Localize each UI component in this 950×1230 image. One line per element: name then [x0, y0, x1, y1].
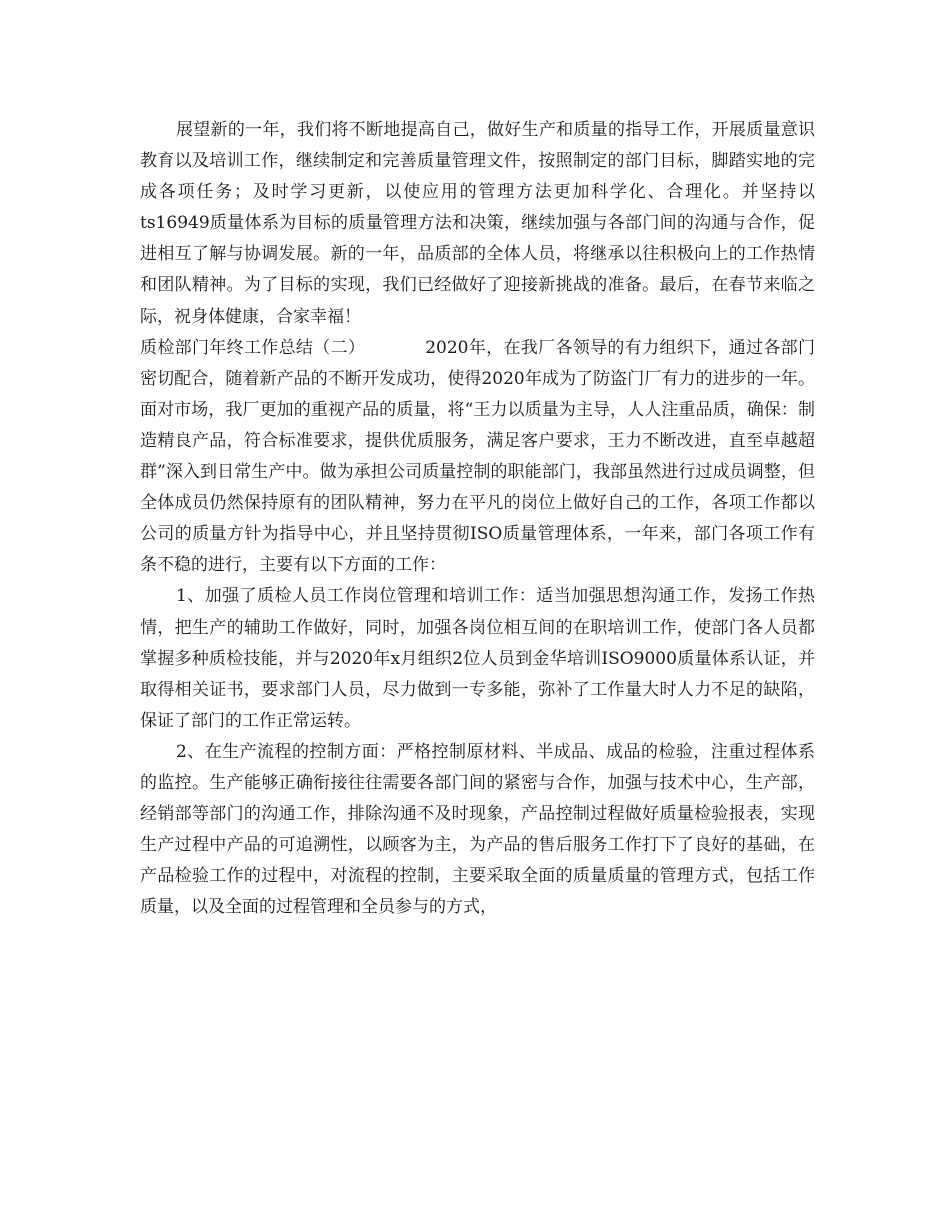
paragraph-summary-two: [140, 333, 815, 582]
paragraph-process-control: 2、在生产流程的控制方面：严格控制原材料、半成品、成品的检验，注重过程体系的监控。生产能够正确衔接往往需要各部门间的紧密与合作，加强与技术中心，生产部，经销部等部门的沟通工作，排除沟通不及时现象，产品控制过程做好质量检验报表，实现生产过程中产品的可追溯性，以顾客为主，为产品的售后服务工作打下了良好的基础，在产品检验工作的过程中，对流程的控制，主要采取全面的质量质量的管理方式，包括工作质量，以及全面的过程管理和全员参与的方式，: [140, 741, 815, 918]
document-body: [140, 115, 815, 923]
paragraph-outlook: 展望新的一年，我们将不断地提高自己，做好生产和质量的指导工作，开展质量意识教育以及培训工作，继续制定和完善质量管理文件，按照制定的部门目标，脚踏实地的完成各项任务；及时学习更新，以使应用的管理方法更加科学化、合理化。并坚持以ts16949质量体系为目标的质量管理方法和决策，继续加强与各部门间的沟通与合作，促进相互了解与协调发展。新的一年，品质部的全体人员，将继承以往积极向上的工作热情和团队精神。为了目标的实现，我们已经做好了迎接新挑战的准备。最后，在春节来临之际，祝身体健康，合家幸福！: [140, 120, 815, 327]
paragraph-summary-text: 2020年，在我厂各领导的有力组织下，通过各部门密切配合，随着新产品的不断开发成功，使得2020年成为了防盗门厂有力的进步的一年。面对市场，我厂更加的重视产品的质量，将“王力以质量为主导，人人注重品质，确保：制造精良产品，符合标准要求，提供优质服务，满足客户要求，王力不断改进，直至卓越超群”深入到日常生产中。做为承担公司质量控制的职能部门，我部虽然进行过成员调整，但全体成员仍然保持原有的团队精神，努力在平凡的岗位上做好自己的工作，各项工作都以公司的质量方针为指导中心，并且坚持贯彻ISO质量管理体系，一年来，部门各项工作有条不稳的进行，主要有以下方面的工作：: [140, 337, 816, 576]
paragraph-training: 1、加强了质检人员工作岗位管理和培训工作：适当加强思想沟通工作，发扬工作热情，把生产的辅助工作做好，同时，加强各岗位相互间的在职培训工作，使部门各人员都掌握多种质检技能，并与2020年x月组织2位人员到金华培训ISO9000质量体系认证，并取得相关证书，要求部门人员，尽力做到一专多能，弥补了工作量大时人力不足的缺陷，保证了部门的工作正常运转。: [140, 586, 815, 731]
section-heading: 质检部门年终工作总结（二）: [140, 337, 366, 358]
